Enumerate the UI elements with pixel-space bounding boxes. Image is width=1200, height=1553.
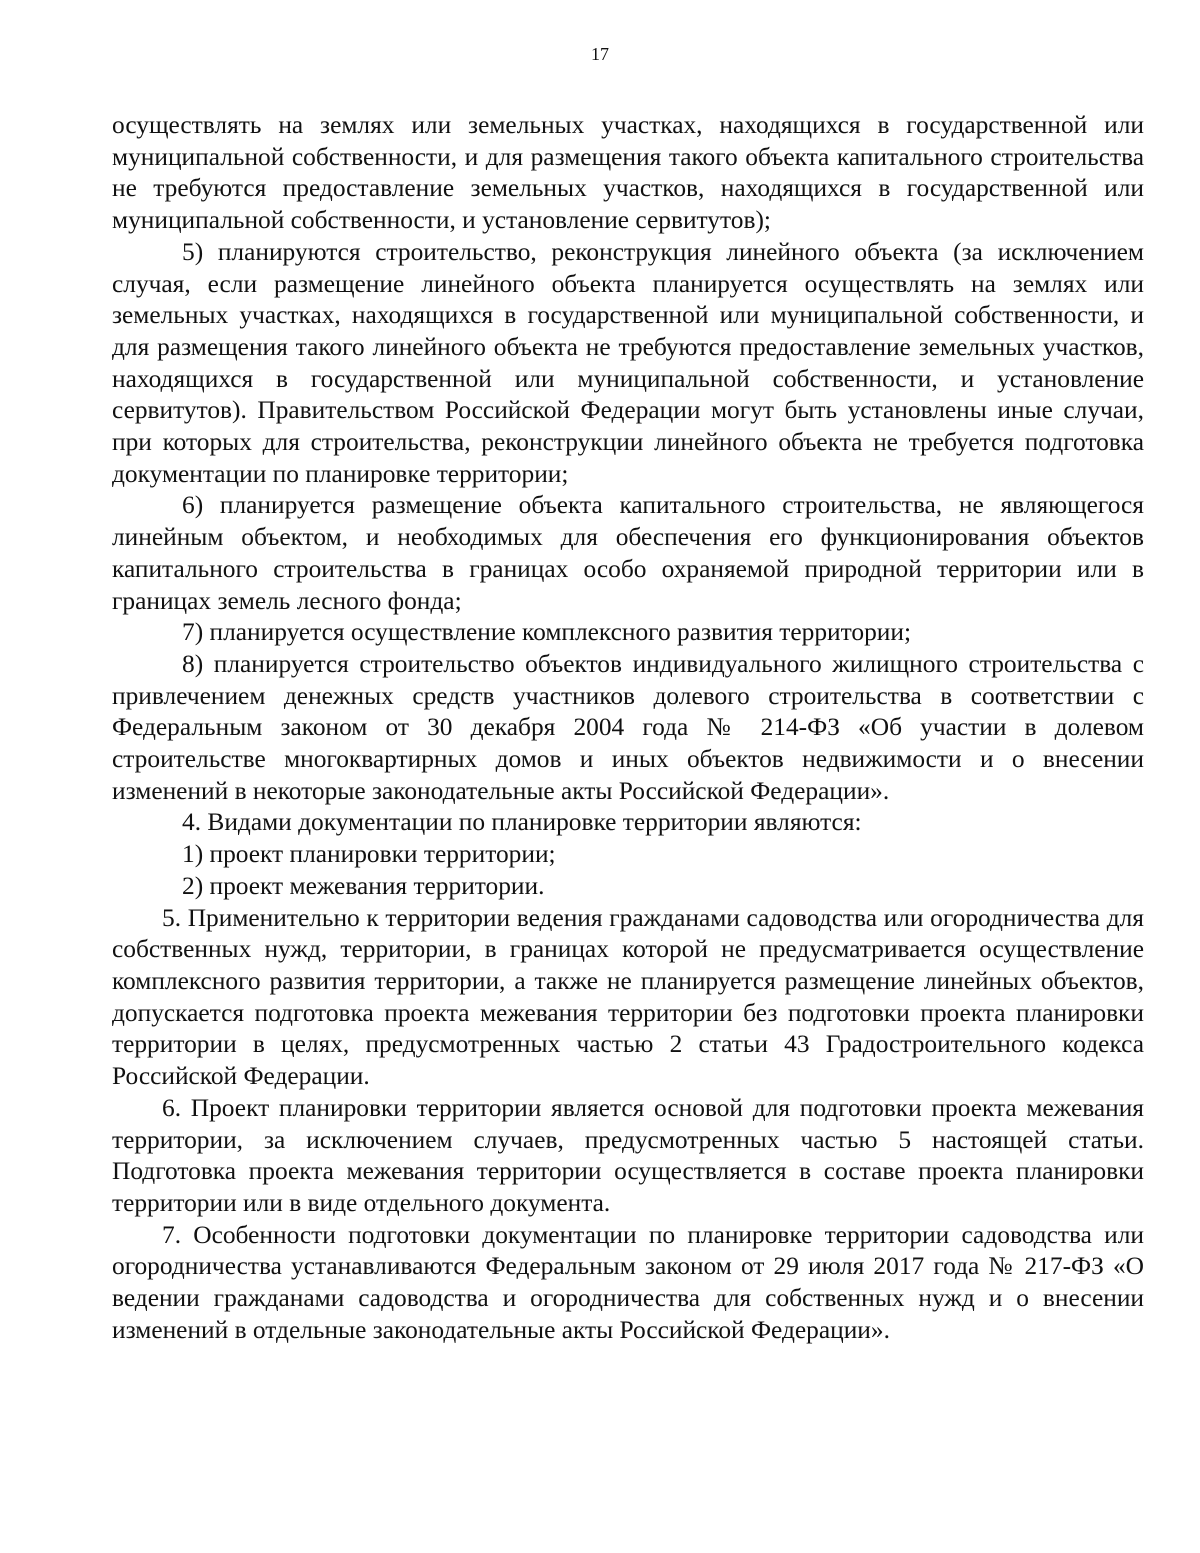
paragraph-part-4-item-1: 1) проект планировки территории; bbox=[182, 840, 556, 869]
paragraph-part-5: 5. Применительно к территории ведения гражданами садоводства или огородничества для собственных нужд, территории, в границах которой не предусматривается осуществление комплексного развития территории, а также не планируется размещение линейных объектов, допускается подготовка проекта межевания территории без подготовки проекта планировки территории в целях, предусмотренных частью 2 статьи 43 Градостроительного кодекса Российской Федерации. bbox=[112, 903, 1144, 1091]
paragraph-part-6: 6. Проект планировки территории является основой для подготовки проекта межевания территории, за исключением случаев, предусмотренных частью 5 настоящей статьи. Подготовка проекта межевания территории осуществляется в составе проекта планировки территории или в виде отдельного документа. bbox=[112, 1093, 1144, 1217]
paragraph-item-8: 8) планируется строительство объектов индивидуального жилищного строительства с привлечением денежных средств участников долевого строительства в соответствии с Федеральным законом от 30 декабря 2004 года № 214-ФЗ «Об участии в долевом строительстве многоквартирных домов и иных объектов недвижимости и о внесении изменений в некоторые законодательные акты Российской Федерации». bbox=[112, 649, 1144, 805]
document-body bbox=[112, 110, 1144, 1346]
paragraph-part-7: 7. Особенности подготовки документации по планировке территории садоводства или огородничества устанавливаются Федеральным законом от 29 июля 2017 года № 217-ФЗ «О ведении гражданами садоводства и огородничества для собственных нужд и о внесении изменений в отдельные законодательные акты Российской Федерации». bbox=[112, 1220, 1144, 1344]
paragraph-item-5: 5) планируются строительство, реконструкция линейного объекта (за исключением случая, если размещение линейного объекта планируется осуществлять на землях или земельных участках, находящихся в государственной или муниципальной собственности, и для размещения такого линейного объекта не требуются предоставление земельных участков, находящихся в государственной или муниципальной собственности, и установление сервитутов). Правительством Российской Федерации могут быть установлены иные случаи, при которых для строительства, реконструкции линейного объекта не требуется подготовка документации по планировке территории; bbox=[112, 237, 1144, 488]
paragraph-part-4-item-2: 2) проект межевания территории. bbox=[182, 871, 545, 900]
paragraph-item-7: 7) планируется осуществление комплексного развития территории; bbox=[182, 618, 912, 647]
paragraph-continuation: осуществлять на землях или земельных участках, находящихся в государственной или муниципальной собственности, и для размещения такого объекта капитального строительства не требуются предоставление земельных участков, находящихся в государственной или муниципальной собственности, и установление сервитутов); bbox=[112, 111, 1144, 235]
paragraph-part-4: 4. Видами документации по планировке территории являются: bbox=[182, 808, 862, 837]
paragraph-item-6: 6) планируется размещение объекта капитального строительства, не являющегося линейным объектом, и необходимых для обеспечения его функционирования объектов капитального строительства в границах особо охраняемой природной территории или в границах земель лесного фонда; bbox=[112, 491, 1144, 615]
page-number: 17 bbox=[591, 44, 609, 64]
